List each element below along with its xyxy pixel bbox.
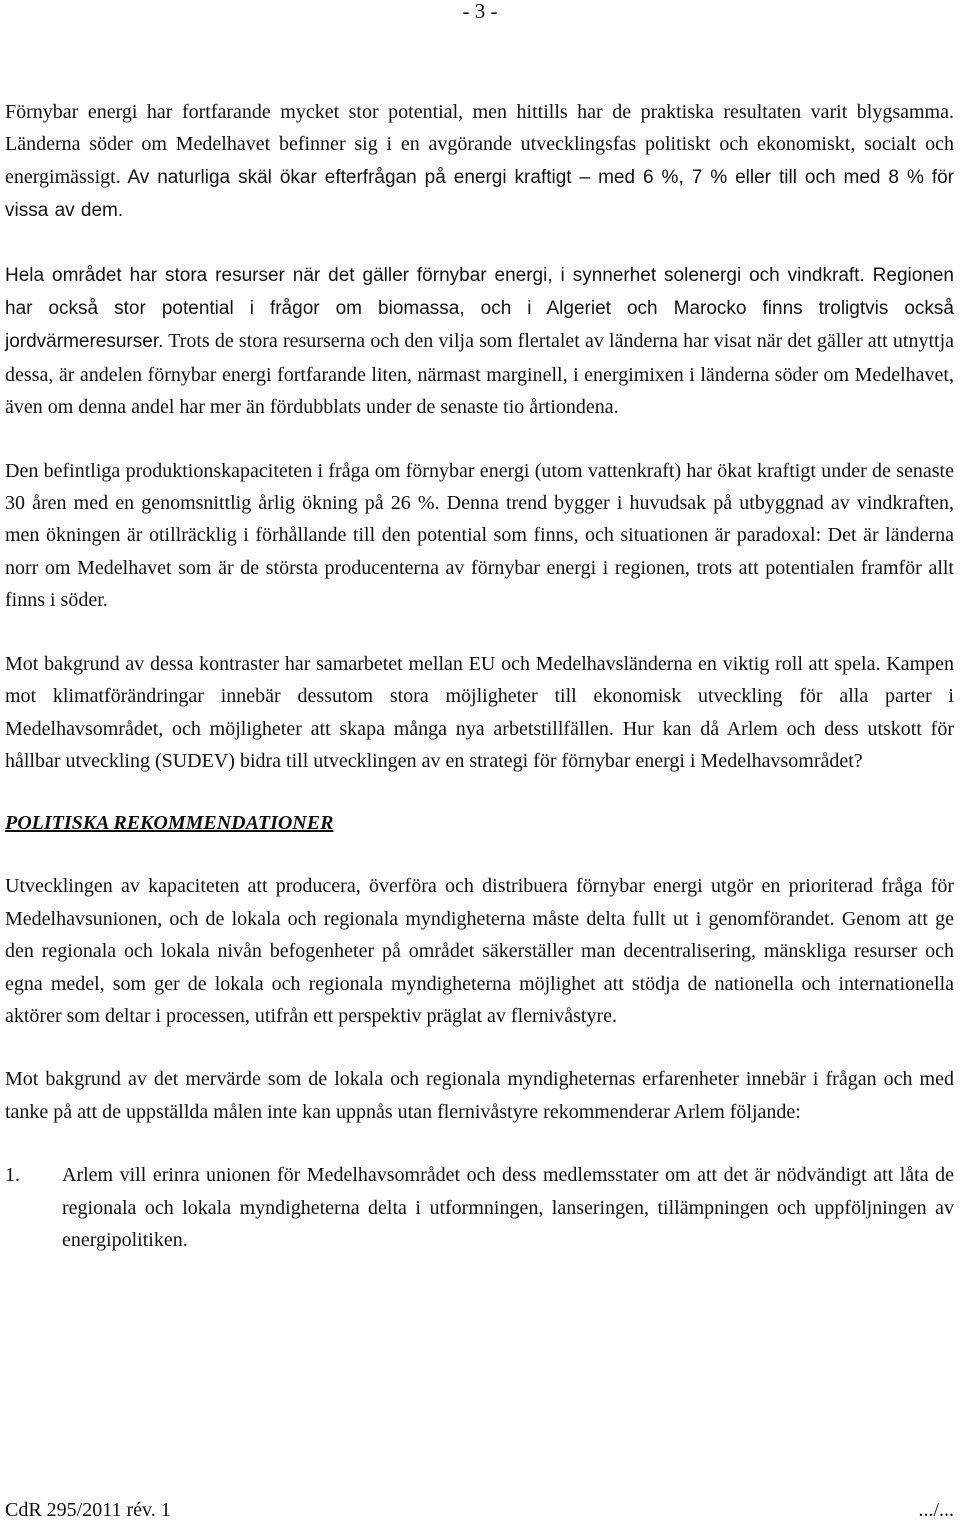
paragraph-text: Mot bakgrund av dessa kontraster har samarbetet mellan EU och Medelhavsländerna en viktig roll att spela. bbox=[5, 652, 881, 675]
paragraph-capacity-development bbox=[5, 870, 954, 1032]
paragraph-text: Denna trend bygger i huvudsak på utbyggnad av vindkraften, men ökningen är otillräcklig i förhållande till den potential som finns, och situationen är paradoxal: Det är länderna norr om Medelhavet som är de största producenterna av förnybar energi i regionen, trots att potentialen framför allt finns i söder. bbox=[5, 492, 955, 612]
continuation-marker: .../... bbox=[918, 1499, 954, 1521]
document-body bbox=[5, 96, 954, 1256]
paragraph-resources bbox=[5, 259, 954, 424]
paragraph-text-sans: Hela området har stora resurser när det gäller förnybar energi, i synnerhet solenergi och vindkraft. Regionen har också stor potential i frågor om biomassa, och i Algeriet och Marocko finns troligtvis också jordvärmeresurser. bbox=[5, 264, 954, 353]
paragraph-renewable-potential bbox=[5, 96, 954, 228]
paragraph-text: Kampen mot klimatförändringar innebär dessutom stora möjligheter till ekonomisk utveckling för alla parter i Medelhavsområdet, och möjligheter att skapa många nya arbetstillfällen. Hur kan då Arlem och dess utskott för hållbar utveckling (SUDEV) bidra till utvecklingen av en strategi för förnybar energi i Medelhavsområdet? bbox=[5, 652, 955, 772]
paragraph-text: Trots de stora resurserna och den vilja som flertalet av länderna har visat när det gäller att utnyttja dessa, är andelen förnybar energi fortfarande liten, närmast marginell, i energimixen i länderna söder om Medelhavet, även om denna andel har mer än fördubblats under de senaste tio årtiondena. bbox=[5, 330, 955, 419]
list-item-number: 1. bbox=[5, 1164, 20, 1187]
paragraph-text: Förnybar energi har fortfarande mycket stor potential, men hittills har de praktiska resultaten varit blygsamma. Länderna söder om Medelhavet befinner sig i en avgörande utvecklingsfas politiskt och ekonomiskt, socialt och energimässigt. bbox=[5, 101, 954, 188]
recommendation-item bbox=[5, 1159, 954, 1256]
document-reference: CdR 295/2011 rév. 1 bbox=[5, 1499, 171, 1521]
paragraph-production-capacity bbox=[5, 455, 954, 617]
paragraph-text: Den befintliga produktionskapaciteten i fråga om förnybar energi (utom vattenkraft) har ökat kraftigt under de senaste 30 åren med en genomsnittlig årlig ökning på 26 %. bbox=[5, 459, 954, 515]
page-number: - 3 - bbox=[462, 0, 498, 23]
paragraph-recommendation-intro: Mot bakgrund av det mervärde som de lokala och regionala myndigheternas erfarenheter innebär i frågan och med tanke på att de uppställda målen inte kan uppnås utan flernivåstyre rekommenderar Arlem följande: bbox=[5, 1068, 954, 1123]
paragraph-text: Utvecklingen av kapaciteten att producera, överföra och distribuera förnybar energi utgör en prioriterad fråga för Medelhavsunionen, och de lokala och regionala myndigheterna måste delta fullt ut i genomförandet. bbox=[5, 875, 954, 930]
paragraph-eu-cooperation bbox=[5, 648, 954, 778]
paragraph-text: Genom att ge den regionala och lokala nivån befogenheter på området säkerställer man decentralisering, mänskliga resurser och egna medel, som ger de lokala och regionala myndigheterna möjlighet att stödja de nationella och internationella aktörer som deltar i processen, utifrån ett perspektiv präglat av flernivåstyre. bbox=[5, 907, 955, 1027]
paragraph-text-sans: Av naturliga skäl ökar efterfrågan på energi kraftigt – med 6 %, 7 % eller till och med 8 % för vissa av dem. bbox=[5, 166, 955, 222]
section-heading: POLITISKA REKOMMENDATIONER bbox=[5, 812, 334, 835]
list-item-text: Arlem vill erinra unionen för Medelhavsområdet och dess medlemsstater om att det är nödvändigt att låta de regionala och lokala myndigheterna delta i utformningen, lanseringen, tillämpningen och uppföljningen av energipolitiken. bbox=[62, 1164, 954, 1251]
